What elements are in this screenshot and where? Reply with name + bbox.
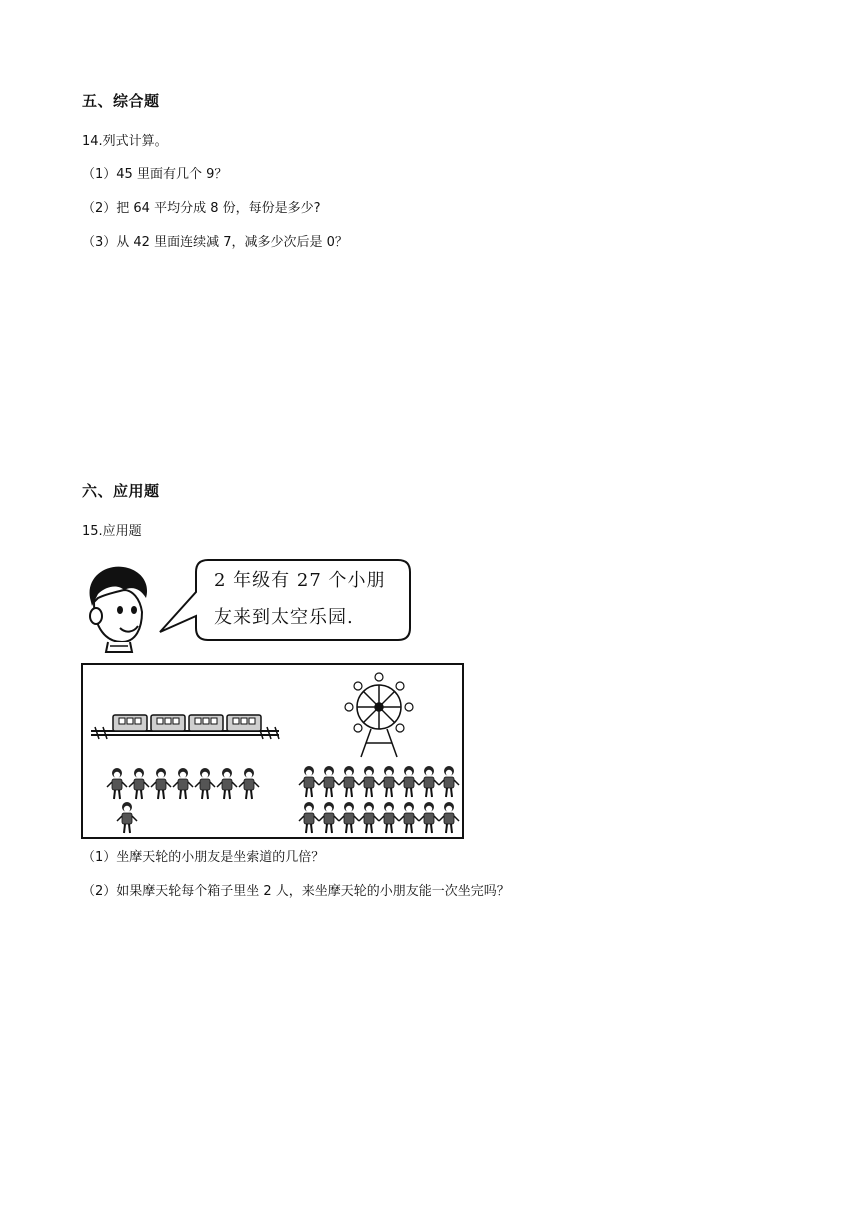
child-figure bbox=[419, 766, 439, 797]
child-figure bbox=[399, 766, 419, 797]
boy-illustration bbox=[80, 558, 160, 654]
section-6-heading: 六、应用题 bbox=[82, 482, 160, 500]
child-figure bbox=[217, 768, 237, 799]
child-figure bbox=[239, 768, 259, 799]
question-15-title: 15.应用题 bbox=[82, 524, 142, 539]
child-figure bbox=[439, 766, 459, 797]
child-figure bbox=[107, 768, 127, 799]
question-14-item-2: （2）把 64 平均分成 8 份，每份是多少? bbox=[82, 201, 321, 216]
speech-text-line-2: 友来到太空乐园. bbox=[214, 607, 354, 628]
child-figure bbox=[299, 802, 319, 833]
child-figure bbox=[299, 766, 319, 797]
child-figure bbox=[173, 768, 193, 799]
child-figure bbox=[319, 766, 339, 797]
child-figure bbox=[399, 802, 419, 833]
child-figure bbox=[379, 766, 399, 797]
park-scene-drawing bbox=[83, 665, 462, 837]
question-14-item-3: （3）从 42 里面连续减 7，减多少次后是 0？ bbox=[82, 235, 348, 250]
child-figure bbox=[195, 768, 215, 799]
park-scene bbox=[81, 663, 464, 839]
child-figure bbox=[379, 802, 399, 833]
child-figure bbox=[439, 802, 459, 833]
question-15-item-2: （2）如果摩天轮每个箱子里坐 2 人，来坐摩天轮的小朋友能一次坐完吗？ bbox=[82, 884, 510, 899]
child-figure bbox=[359, 802, 379, 833]
child-figure bbox=[151, 768, 171, 799]
question-14-title: 14.列式计算。 bbox=[82, 134, 168, 149]
child-figure bbox=[359, 766, 379, 797]
child-figure bbox=[129, 768, 149, 799]
question-14-item-1: （1）45 里面有几个 9？ bbox=[82, 167, 228, 182]
child-figure bbox=[319, 802, 339, 833]
child-figure bbox=[419, 802, 439, 833]
section-5-heading: 五、综合题 bbox=[82, 92, 160, 110]
ferris-wheel bbox=[357, 685, 401, 757]
question-15-item-1: （1）坐摩天轮的小朋友是坐索道的几倍？ bbox=[82, 850, 325, 865]
child-figure bbox=[339, 802, 359, 833]
speech-text-line-1: 2 年级有 27 个小朋 bbox=[214, 570, 386, 591]
child-figure bbox=[117, 802, 137, 833]
child-figure bbox=[339, 766, 359, 797]
children-group bbox=[107, 766, 459, 833]
